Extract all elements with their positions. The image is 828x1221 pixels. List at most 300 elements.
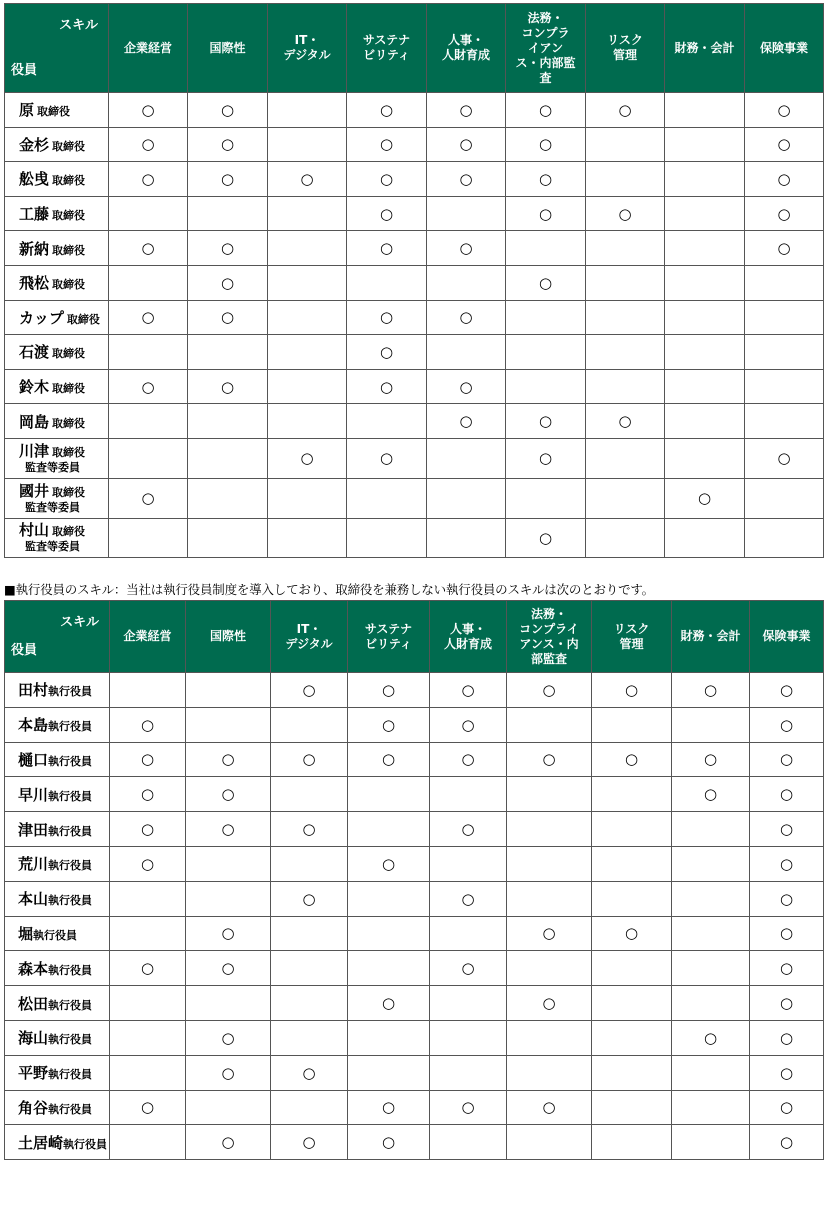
skill-empty-cell	[586, 438, 665, 478]
skill-empty-cell	[347, 478, 427, 518]
skill-header: 法務・ コンプラ イアン ス・内部監 査	[506, 4, 586, 93]
skill-header: 法務・ コンプライ アンス・内 部監査	[507, 601, 592, 673]
skill-empty-cell	[430, 916, 507, 951]
skill-empty-cell	[507, 881, 592, 916]
skill-empty-cell	[672, 916, 750, 951]
executive-skill-table-body	[5, 673, 824, 1160]
skill-empty-cell	[268, 93, 347, 128]
officer-role: 取締役	[52, 416, 86, 430]
skill-mark-cell: ○	[188, 231, 268, 266]
skill-mark-cell: ○	[430, 742, 507, 777]
skill-empty-cell	[586, 478, 665, 518]
skill-empty-cell	[348, 812, 430, 847]
skill-mark-cell: ○	[506, 196, 586, 231]
skill-mark-cell: ○	[347, 335, 427, 370]
skill-empty-cell	[109, 265, 188, 300]
skill-mark-cell: ○	[186, 916, 271, 951]
skill-empty-cell	[271, 1090, 348, 1125]
skill-empty-cell	[592, 986, 672, 1021]
skill-mark-cell: ○	[750, 1125, 824, 1160]
officer-name-cell	[5, 478, 109, 518]
officer-name-cell	[5, 742, 110, 777]
officer-name-cell	[5, 951, 110, 986]
skill-mark-cell: ○	[271, 1125, 348, 1160]
skill-empty-cell	[186, 1090, 271, 1125]
officer-name-cell	[5, 127, 109, 162]
skill-mark-cell: ○	[348, 673, 430, 708]
officer-subrole: 監査等委員	[25, 460, 80, 474]
skill-mark-cell: ○	[110, 742, 186, 777]
officer-name: 早川	[18, 785, 49, 804]
officer-name: 飛松	[19, 274, 50, 293]
skill-empty-cell	[507, 777, 592, 812]
officer-name-cell	[5, 812, 110, 847]
skill-empty-cell	[745, 335, 824, 370]
skill-empty-cell	[672, 812, 750, 847]
skill-header: 企業経営	[110, 601, 186, 673]
skill-empty-cell	[188, 478, 268, 518]
skill-empty-cell	[430, 1055, 507, 1090]
skill-mark-cell: ○	[348, 1125, 430, 1160]
skill-mark-cell: ○	[347, 162, 427, 197]
officer-role: 取締役	[52, 209, 86, 223]
skill-mark-cell: ○	[745, 93, 824, 128]
skill-header: 国際性	[186, 601, 271, 673]
skill-mark-cell: ○	[347, 300, 427, 335]
skill-mark-cell: ○	[427, 404, 506, 439]
skill-mark-cell: ○	[507, 742, 592, 777]
skill-empty-cell	[110, 881, 186, 916]
skill-empty-cell	[507, 1125, 592, 1160]
skill-empty-cell	[745, 518, 824, 558]
skill-empty-cell	[188, 518, 268, 558]
officer-name: 堀	[18, 924, 34, 943]
officer-role: 取締役	[37, 105, 71, 119]
skill-empty-cell	[586, 127, 665, 162]
officer-role: 執行役員	[48, 685, 93, 699]
officer-name-cell	[5, 518, 109, 558]
officer-name-cell	[5, 1020, 110, 1055]
skill-empty-cell	[506, 231, 586, 266]
officer-role: 執行役員	[48, 998, 93, 1012]
skill-empty-cell	[348, 916, 430, 951]
officer-role: 取締役	[52, 278, 86, 292]
skill-mark-cell: ○	[427, 93, 506, 128]
skill-empty-cell	[427, 265, 506, 300]
skill-empty-cell	[268, 231, 347, 266]
skill-empty-cell	[507, 951, 592, 986]
table-row	[5, 1090, 824, 1125]
table-row	[5, 881, 824, 916]
skill-mark-cell: ○	[507, 916, 592, 951]
table-row	[5, 846, 824, 881]
officer-name: 鈴木	[19, 378, 50, 397]
skill-mark-cell: ○	[109, 93, 188, 128]
skill-header: 財務・会計	[665, 4, 745, 93]
officer-role: 執行役員	[48, 859, 93, 873]
skill-mark-cell: ○	[586, 404, 665, 439]
skill-empty-cell	[665, 438, 745, 478]
skill-mark-cell: ○	[271, 812, 348, 847]
table-row	[5, 707, 824, 742]
skill-empty-cell	[745, 478, 824, 518]
skill-empty-cell	[665, 93, 745, 128]
skill-empty-cell	[268, 478, 347, 518]
skill-mark-cell: ○	[271, 1055, 348, 1090]
table-row	[5, 127, 824, 162]
skill-mark-cell: ○	[750, 812, 824, 847]
skill-empty-cell	[592, 1090, 672, 1125]
skill-empty-cell	[665, 196, 745, 231]
officer-role: 執行役員	[48, 894, 93, 908]
skill-empty-cell	[186, 707, 271, 742]
skill-mark-cell: ○	[347, 93, 427, 128]
skill-mark-cell: ○	[745, 231, 824, 266]
officer-role: 執行役員	[48, 1102, 93, 1116]
skill-mark-cell: ○	[745, 127, 824, 162]
skill-empty-cell	[586, 162, 665, 197]
skill-mark-cell: ○	[750, 881, 824, 916]
skill-empty-cell	[665, 162, 745, 197]
skill-empty-cell	[586, 300, 665, 335]
skill-empty-cell	[186, 846, 271, 881]
skill-mark-cell: ○	[188, 127, 268, 162]
officer-role: 取締役	[52, 139, 86, 153]
officer-name: 津田	[18, 820, 49, 839]
skill-empty-cell	[592, 881, 672, 916]
skill-mark-cell: ○	[186, 951, 271, 986]
table-row	[5, 93, 824, 128]
skill-empty-cell	[586, 231, 665, 266]
skill-empty-cell	[427, 518, 506, 558]
officer-name-cell	[5, 265, 109, 300]
skill-empty-cell	[592, 951, 672, 986]
officer-role: 取締役	[52, 525, 86, 539]
officer-name-cell	[5, 196, 109, 231]
skill-empty-cell	[268, 369, 347, 404]
skill-mark-cell: ○	[592, 673, 672, 708]
skill-empty-cell	[348, 1020, 430, 1055]
skill-mark-cell: ○	[347, 231, 427, 266]
skill-mark-cell: ○	[507, 986, 592, 1021]
officer-name: 原	[19, 101, 35, 120]
skill-empty-cell	[271, 1020, 348, 1055]
skill-empty-cell	[665, 369, 745, 404]
skill-empty-cell	[271, 707, 348, 742]
skill-header: IT・ デジタル	[268, 4, 347, 93]
officer-name: 村山	[19, 521, 50, 540]
skill-mark-cell: ○	[427, 369, 506, 404]
skill-mark-cell: ○	[109, 231, 188, 266]
skill-mark-cell: ○	[507, 673, 592, 708]
officer-name: 本島	[18, 716, 49, 735]
skill-mark-cell: ○	[427, 300, 506, 335]
officer-role: 取締役	[52, 382, 86, 396]
officer-role: 取締役	[52, 174, 86, 188]
officer-name: 田村	[18, 681, 49, 700]
skill-empty-cell	[109, 196, 188, 231]
skill-mark-cell: ○	[268, 162, 347, 197]
skill-mark-cell: ○	[347, 196, 427, 231]
board-skill-table-body	[5, 93, 824, 558]
skill-empty-cell	[268, 265, 347, 300]
officer-subrole: 監査等委員	[25, 500, 80, 514]
table-row	[5, 265, 824, 300]
officer-role: 執行役員	[48, 754, 93, 768]
table-row	[5, 518, 824, 558]
skill-empty-cell	[665, 265, 745, 300]
skill-empty-cell	[347, 265, 427, 300]
table-row	[5, 231, 824, 266]
skill-mark-cell: ○	[672, 742, 750, 777]
skill-empty-cell	[592, 846, 672, 881]
skill-mark-cell: ○	[186, 777, 271, 812]
table-row	[5, 404, 824, 439]
skill-mark-cell: ○	[506, 518, 586, 558]
skill-mark-cell: ○	[109, 127, 188, 162]
skill-empty-cell	[665, 127, 745, 162]
skill-mark-cell: ○	[750, 846, 824, 881]
skill-mark-cell: ○	[672, 1020, 750, 1055]
table-row	[5, 369, 824, 404]
skill-mark-cell: ○	[427, 127, 506, 162]
officer-name: 本山	[18, 890, 49, 909]
skill-header: 人事・ 人財育成	[430, 601, 507, 673]
skill-empty-cell	[268, 127, 347, 162]
skill-mark-cell: ○	[745, 438, 824, 478]
skill-mark-cell: ○	[750, 1090, 824, 1125]
skill-mark-cell: ○	[430, 1090, 507, 1125]
skill-empty-cell	[271, 951, 348, 986]
skill-mark-cell: ○	[507, 1090, 592, 1125]
table-row	[5, 1020, 824, 1055]
skill-empty-cell	[507, 707, 592, 742]
skill-mark-cell: ○	[750, 1055, 824, 1090]
officer-role: 執行役員	[63, 1137, 108, 1151]
skill-mark-cell: ○	[268, 438, 347, 478]
skill-empty-cell	[665, 518, 745, 558]
board-skill-table-header	[5, 4, 824, 93]
skill-empty-cell	[506, 478, 586, 518]
table-row	[5, 673, 824, 708]
skill-mark-cell: ○	[188, 265, 268, 300]
skill-empty-cell	[506, 369, 586, 404]
skill-empty-cell	[507, 1020, 592, 1055]
skill-empty-cell	[745, 404, 824, 439]
skill-empty-cell	[665, 404, 745, 439]
skill-mark-cell: ○	[348, 1090, 430, 1125]
officer-role: 取締役	[66, 312, 100, 326]
skill-header: IT・ デジタル	[271, 601, 348, 673]
table-corner-header	[5, 601, 110, 673]
skill-mark-cell: ○	[586, 93, 665, 128]
skill-header: サステナ ビリティ	[347, 4, 427, 93]
skill-mark-cell: ○	[427, 231, 506, 266]
table-corner-header	[5, 4, 109, 93]
officer-role: 執行役員	[48, 720, 93, 734]
skill-empty-cell	[592, 1055, 672, 1090]
officer-name: 平野	[18, 1064, 49, 1083]
skill-mark-cell: ○	[430, 673, 507, 708]
skill-mark-cell: ○	[750, 916, 824, 951]
table-row	[5, 951, 824, 986]
skill-mark-cell: ○	[750, 951, 824, 986]
skill-empty-cell	[110, 1055, 186, 1090]
skill-empty-cell	[188, 438, 268, 478]
officer-name: 工藤	[19, 205, 50, 224]
skill-mark-cell: ○	[348, 986, 430, 1021]
officer-name-cell	[5, 986, 110, 1021]
skill-mark-cell: ○	[506, 265, 586, 300]
skill-mark-cell: ○	[750, 1020, 824, 1055]
skill-mark-cell: ○	[348, 742, 430, 777]
officer-name-cell	[5, 673, 110, 708]
board-skill-table	[4, 3, 824, 558]
officer-role: 執行役員	[48, 1033, 93, 1047]
skill-empty-cell	[592, 707, 672, 742]
skill-empty-cell	[110, 1125, 186, 1160]
skill-empty-cell	[672, 986, 750, 1021]
officer-name: 舩曵	[19, 170, 50, 189]
skill-mark-cell: ○	[347, 127, 427, 162]
skill-empty-cell	[665, 231, 745, 266]
officer-name: 土居崎	[18, 1133, 64, 1152]
officer-role: 取締役	[52, 243, 86, 257]
skill-mark-cell: ○	[672, 673, 750, 708]
table-row	[5, 986, 824, 1021]
skill-mark-cell: ○	[110, 951, 186, 986]
officer-name: 森本	[18, 959, 49, 978]
skill-mark-cell: ○	[750, 673, 824, 708]
skill-mark-cell: ○	[506, 162, 586, 197]
officer-name-cell	[5, 438, 109, 478]
officer-role: 取締役	[52, 347, 86, 361]
officer-name: 川津	[19, 441, 50, 460]
skill-empty-cell	[109, 438, 188, 478]
skill-empty-cell	[507, 1055, 592, 1090]
officer-name-cell	[5, 93, 109, 128]
officer-name: 松田	[18, 994, 49, 1013]
skill-mark-cell: ○	[109, 478, 188, 518]
skill-header: サステナ ビリティ	[348, 601, 430, 673]
skill-empty-cell	[592, 1020, 672, 1055]
skill-empty-cell	[745, 369, 824, 404]
skill-header: 国際性	[188, 4, 268, 93]
officer-role: 執行役員	[48, 963, 93, 977]
skill-empty-cell	[268, 335, 347, 370]
skill-empty-cell	[427, 478, 506, 518]
corner-skill-label: スキル	[60, 615, 99, 630]
skill-mark-cell: ○	[348, 846, 430, 881]
skill-mark-cell: ○	[186, 1055, 271, 1090]
skill-empty-cell	[745, 265, 824, 300]
officer-name: 岡島	[19, 412, 50, 431]
skill-empty-cell	[586, 369, 665, 404]
corner-role-label: 役員	[11, 63, 38, 78]
officer-role: 執行役員	[33, 928, 78, 942]
skill-mark-cell: ○	[592, 742, 672, 777]
officer-name-cell	[5, 369, 109, 404]
skill-empty-cell	[672, 881, 750, 916]
officer-name-cell	[5, 881, 110, 916]
skill-mark-cell: ○	[506, 404, 586, 439]
skill-empty-cell	[672, 846, 750, 881]
skill-mark-cell: ○	[271, 673, 348, 708]
skill-empty-cell	[665, 300, 745, 335]
skill-empty-cell	[271, 916, 348, 951]
skill-empty-cell	[592, 1125, 672, 1160]
skill-empty-cell	[592, 812, 672, 847]
skill-empty-cell	[745, 300, 824, 335]
skill-empty-cell	[507, 846, 592, 881]
skill-mark-cell: ○	[586, 196, 665, 231]
skill-mark-cell: ○	[271, 881, 348, 916]
officer-name-cell	[5, 300, 109, 335]
skill-mark-cell: ○	[110, 846, 186, 881]
officer-name: 石渡	[19, 343, 50, 362]
skill-mark-cell: ○	[110, 777, 186, 812]
skill-mark-cell: ○	[665, 478, 745, 518]
skill-mark-cell: ○	[188, 300, 268, 335]
skill-mark-cell: ○	[188, 369, 268, 404]
skill-empty-cell	[430, 1125, 507, 1160]
skill-mark-cell: ○	[110, 812, 186, 847]
skill-header: リスク 管理	[592, 601, 672, 673]
skill-empty-cell	[109, 518, 188, 558]
skill-header: 保険事業	[750, 601, 824, 673]
officer-name: 國井	[19, 481, 50, 500]
skill-empty-cell	[188, 196, 268, 231]
officer-name-cell	[5, 231, 109, 266]
table-row	[5, 812, 824, 847]
skill-empty-cell	[586, 265, 665, 300]
skill-mark-cell: ○	[186, 812, 271, 847]
skill-empty-cell	[271, 846, 348, 881]
skill-mark-cell: ○	[430, 881, 507, 916]
officer-name-cell	[5, 162, 109, 197]
skill-mark-cell: ○	[430, 707, 507, 742]
officer-name-cell	[5, 1125, 110, 1160]
officer-name: 海山	[18, 1029, 49, 1048]
officer-name-cell	[5, 1055, 110, 1090]
skill-empty-cell	[110, 673, 186, 708]
skill-empty-cell	[427, 335, 506, 370]
skill-empty-cell	[672, 951, 750, 986]
skill-header: リスク 管理	[586, 4, 665, 93]
skill-empty-cell	[110, 916, 186, 951]
officer-name-cell	[5, 916, 110, 951]
skill-empty-cell	[268, 518, 347, 558]
skill-mark-cell: ○	[672, 777, 750, 812]
skill-header: 人事・ 人財育成	[427, 4, 506, 93]
table-row	[5, 162, 824, 197]
skill-empty-cell	[271, 986, 348, 1021]
skill-mark-cell: ○	[110, 707, 186, 742]
skill-mark-cell: ○	[347, 369, 427, 404]
skill-empty-cell	[347, 518, 427, 558]
skill-empty-cell	[586, 518, 665, 558]
officer-name: 樋口	[18, 750, 49, 769]
skill-mark-cell: ○	[745, 162, 824, 197]
skill-mark-cell: ○	[745, 196, 824, 231]
officer-role: 執行役員	[48, 789, 93, 803]
skill-empty-cell	[188, 404, 268, 439]
skill-mark-cell: ○	[110, 1090, 186, 1125]
officer-role: 執行役員	[48, 824, 93, 838]
table-row	[5, 742, 824, 777]
skill-mark-cell: ○	[109, 300, 188, 335]
table-row	[5, 300, 824, 335]
